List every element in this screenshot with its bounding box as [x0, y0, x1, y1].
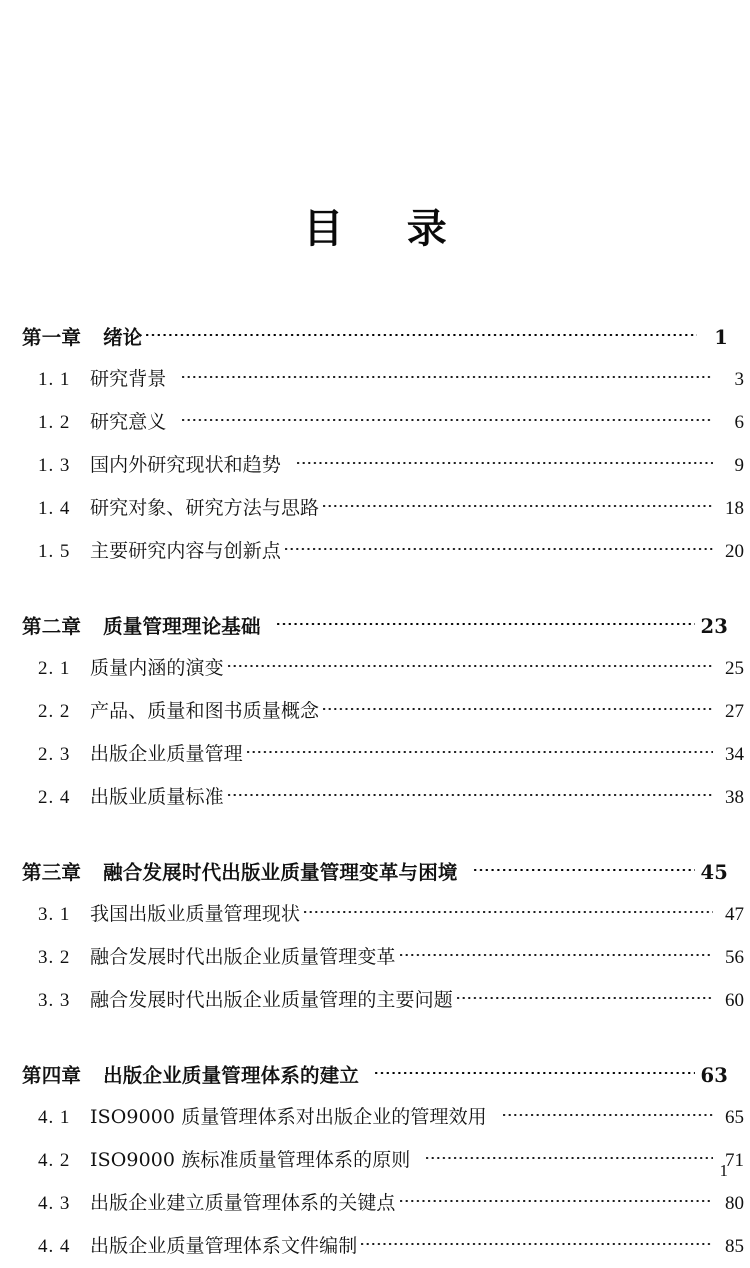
section-title: ISO9000 质量管理体系对出版企业的管理效用: [90, 1106, 487, 1128]
section-title: 融合发展时代出版企业质量管理变革: [90, 946, 396, 968]
section-number: 1. 4: [38, 498, 71, 519]
leader-dots: [182, 409, 713, 428]
leader-dots: [228, 655, 713, 674]
toc-section-entry[interactable]: [22, 647, 744, 690]
section-number: 1. 3: [38, 455, 71, 476]
section-number: 3. 1: [38, 904, 71, 925]
toc-chapter-entry[interactable]: [22, 607, 728, 647]
section-title: 出版业质量标准: [90, 786, 224, 808]
section-number: 4. 2: [38, 1150, 71, 1171]
chapter-number: 第一章: [22, 326, 82, 349]
section-page-number: 20: [725, 541, 744, 562]
section-title: 研究背景: [90, 368, 167, 390]
leader-dots: [182, 366, 713, 385]
section-number: 2. 4: [38, 787, 71, 808]
section-title: ISO9000 族标准质量管理体系的原则: [90, 1149, 411, 1171]
leader-dots: [277, 614, 696, 634]
section-number: 1. 1: [38, 369, 71, 390]
section-title: 国内外研究现状和趋势: [90, 454, 281, 476]
leader-dots: [503, 1104, 713, 1123]
toc-section-entry[interactable]: [22, 1182, 744, 1225]
section-number: 1. 5: [38, 541, 71, 562]
section-number: 1. 2: [38, 412, 71, 433]
section-page-number: 60: [725, 990, 744, 1011]
page-title: 目 录: [303, 205, 472, 252]
leader-dots: [297, 452, 713, 471]
chapter-number: 第三章: [22, 861, 82, 884]
section-title: 出版企业质量管理: [90, 743, 243, 765]
section-title: 融合发展时代出版企业质量管理的主要问题: [90, 989, 453, 1011]
section-page-number: 25: [725, 658, 744, 679]
toc-chapter-group: [22, 607, 744, 819]
leader-dots: [323, 698, 713, 717]
toc-section-entry[interactable]: [22, 893, 744, 936]
chapter-title: 绪论: [103, 326, 143, 349]
section-page-number: 18: [725, 498, 744, 519]
toc-section-entry[interactable]: [22, 1139, 744, 1182]
section-title: 出版企业建立质量管理体系的关键点: [90, 1192, 396, 1214]
section-page-number: 6: [734, 412, 744, 433]
section-number: 3. 3: [38, 990, 71, 1011]
section-number: 4. 1: [38, 1107, 71, 1128]
toc-section-entry[interactable]: [22, 776, 744, 819]
section-number: 2. 1: [38, 658, 71, 679]
chapter-title: 出版企业质量管理体系的建立: [103, 1064, 360, 1087]
chapter-number: 第二章: [22, 615, 82, 638]
toc-chapter-entry[interactable]: [22, 1056, 728, 1096]
chapter-page-number: 1: [714, 326, 728, 349]
toc-chapter-entry[interactable]: [22, 318, 728, 358]
section-page-number: 27: [725, 701, 744, 722]
leader-dots: [457, 987, 713, 1006]
chapter-page-number: 45: [700, 861, 728, 884]
toc-section-entry[interactable]: [22, 487, 744, 530]
section-number: 2. 2: [38, 701, 71, 722]
section-title: 研究对象、研究方法与思路: [90, 497, 320, 519]
toc-chapter-entry[interactable]: [22, 853, 728, 893]
section-number: 4. 4: [38, 1236, 71, 1257]
chapter-page-number: 63: [700, 1064, 728, 1087]
toc-section-entry[interactable]: [22, 936, 744, 979]
section-page-number: 9: [734, 455, 744, 476]
leader-dots: [361, 1233, 713, 1252]
section-title: 研究意义: [90, 411, 167, 433]
leader-dots: [375, 1063, 695, 1083]
toc-section-entry[interactable]: [22, 1096, 744, 1139]
toc-section-entry[interactable]: [22, 530, 744, 573]
section-title: 产品、质量和图书质量概念: [90, 700, 320, 722]
chapter-title: 质量管理理论基础: [103, 615, 261, 638]
section-page-number: 47: [725, 904, 744, 925]
section-number: 3. 2: [38, 947, 71, 968]
section-title: 质量内涵的演变: [90, 657, 224, 679]
leader-dots: [304, 901, 713, 920]
page-number-folio: 1: [719, 1161, 728, 1180]
section-number: 4. 3: [38, 1193, 71, 1214]
toc-section-entry[interactable]: [22, 690, 744, 733]
section-number: 2. 3: [38, 744, 71, 765]
chapter-page-number: 23: [700, 615, 728, 638]
section-page-number: 71: [725, 1150, 744, 1171]
section-page-number: 38: [725, 787, 744, 808]
leader-dots: [146, 325, 697, 345]
leader-dots: [247, 741, 713, 760]
section-page-number: 85: [725, 1236, 744, 1257]
leader-dots: [400, 1190, 713, 1209]
toc-section-entry[interactable]: [22, 358, 744, 401]
leader-dots: [426, 1147, 713, 1166]
leader-dots: [323, 495, 713, 514]
leader-dots: [400, 944, 713, 963]
chapter-title: 融合发展时代出版业质量管理变革与困境: [103, 861, 458, 884]
section-page-number: 3: [734, 369, 744, 390]
section-page-number: 34: [725, 744, 744, 765]
toc-chapter-group: [22, 318, 744, 573]
chapter-number: 第四章: [22, 1064, 82, 1087]
toc-section-entry[interactable]: [22, 444, 744, 487]
toc-section-entry[interactable]: [22, 733, 744, 776]
section-page-number: 80: [725, 1193, 744, 1214]
leader-dots: [285, 538, 713, 557]
section-title: 主要研究内容与创新点: [90, 540, 281, 562]
toc-chapter-group: [22, 1056, 744, 1268]
toc-list: [22, 318, 744, 1268]
toc-section-entry[interactable]: [22, 979, 744, 1022]
toc-section-entry[interactable]: [22, 1225, 744, 1268]
section-page-number: 65: [725, 1107, 744, 1128]
section-title: 我国出版业质量管理现状: [90, 903, 301, 925]
section-title: 出版企业质量管理体系文件编制: [90, 1235, 358, 1257]
section-page-number: 56: [725, 947, 744, 968]
toc-section-entry[interactable]: [22, 401, 744, 444]
leader-dots: [228, 784, 713, 803]
leader-dots: [474, 860, 696, 880]
toc-chapter-group: [22, 853, 744, 1022]
